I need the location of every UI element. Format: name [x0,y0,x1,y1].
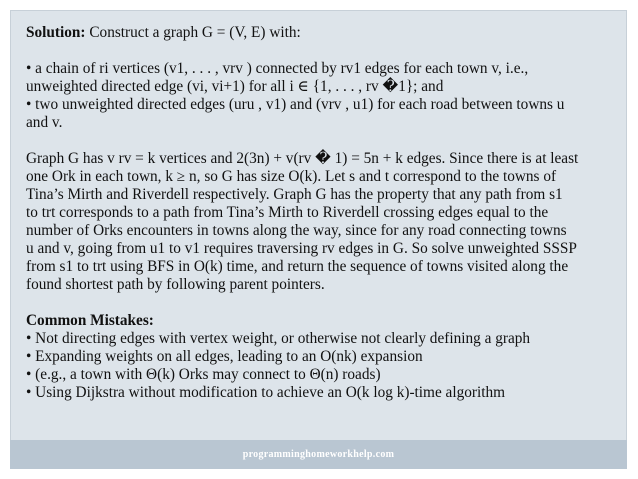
slide-body [26,24,626,402]
bullet-edges-line-1: • two unweighted directed edges (uru , v1) and (vrv , u1) for each road between towns u [26,96,565,113]
mistake-item: • Not directing edges with vertex weight, or otherwise not clearly defining a graph [26,330,531,347]
content-panel [10,10,627,469]
analysis-line: u and v, going from u1 to v1 requires traversing rv edges in G. So solve unweighted SSSP [26,240,577,257]
mistakes-heading: Common Mistakes: [26,312,154,329]
footer-bar [10,440,627,469]
analysis-line: number of Orks encounters in towns along the way, since for any road connecting towns [26,222,567,239]
solution-heading: Solution: [26,24,86,41]
bullet-chain-line-1: • a chain of ri vertices (v1, . . . , vrv ) connected by rv1 edges for each town v, i.e., [26,60,529,77]
footer-link[interactable]: programminghomeworkhelp.com [242,449,395,460]
bullet-edges-line-2: and v. [26,114,63,131]
analysis-line: to trt corresponds to a path from Tina’s Mirth to Riverdell crossing edges equal to the [26,204,549,221]
mistake-item: • (e.g., a town with Θ(k) Orks may connect to Θ(n) roads) [26,366,381,383]
mistake-item: • Expanding weights on all edges, leading to an O(nk) expansion [26,348,423,365]
solution-intro-text: Construct a graph G = (V, E) with: [85,24,301,41]
analysis-line: from s1 to trt using BFS in O(k) time, and return the sequence of towns visited along the [26,258,569,275]
solution-intro [26,24,626,42]
bullet-chain-line-2: unweighted directed edge (vi, vi+1) for all i ∈ {1, . . . , rv �1}; and [26,78,444,95]
analysis-line: Tina’s Mirth and Riverdell respectively. Graph G has the property that any path from s1 [26,186,563,203]
analysis-line: Graph G has v rv = k vertices and 2(3n) + v(rv � 1) = 5n + k edges. Since there is at least [26,150,579,167]
mistake-item: • Using Dijkstra without modification to achieve an O(k log k)-time algorithm [26,384,506,401]
analysis-line: one Ork in each town, k ≥ n, so G has size O(k). Let s and t correspond to the towns of [26,168,557,185]
analysis-line: found shortest path by following parent pointers. [26,276,325,293]
